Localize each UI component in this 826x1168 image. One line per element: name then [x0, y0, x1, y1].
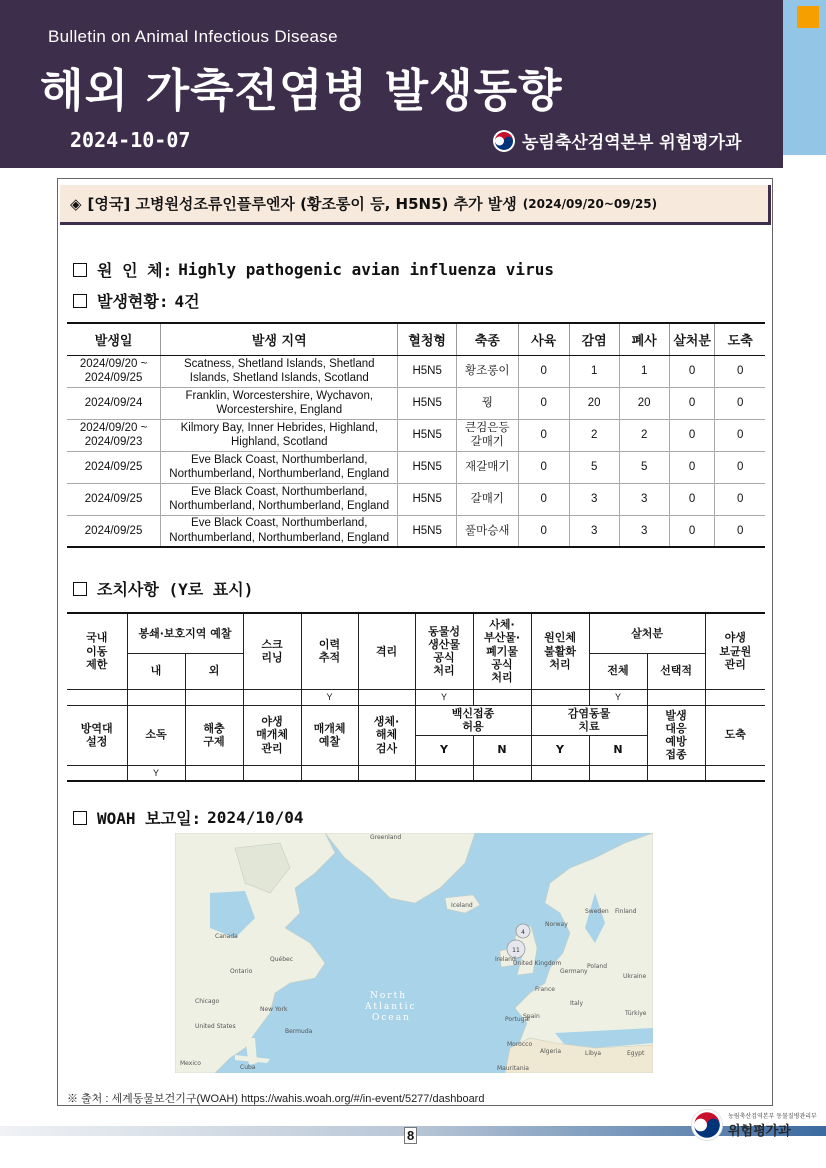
title-period: (2024/09/20~09/25): [522, 196, 658, 211]
map-label-norway: Norway: [545, 921, 568, 928]
cell-species: 꿩: [456, 387, 518, 419]
cell-area: Eve Black Coast, Northumberland, Northumberland, Northumberland, England: [161, 515, 398, 547]
measure-cell: [415, 765, 473, 781]
col-header: 축종: [456, 323, 518, 355]
pathogen-label: 원 인 체:: [97, 261, 173, 280]
footer-org-small: 농림축산검역본부 동물질병관리부: [728, 1113, 817, 1120]
map-label-sweden: Sweden: [585, 908, 609, 915]
cell-slaughtered: 0: [715, 387, 765, 419]
cell-culled: 0: [669, 419, 715, 451]
footer-org-big: 위험평가과: [728, 1124, 791, 1139]
map-label-uk: United Kingdom: [513, 960, 562, 967]
woah-line: [73, 806, 304, 829]
h-slaughter: 도축: [705, 705, 765, 765]
map-label-egypt: Egypt: [627, 1050, 645, 1057]
source-citation: ※ 출처 : 세계동물보건기구(WOAH) https://wahis.woah.org/#/in-event/5277/dashboard: [67, 1093, 485, 1105]
cell-slaughtered: 0: [715, 355, 765, 387]
footer-logo: [690, 1108, 817, 1142]
map-label-turkey: Türkiye: [625, 1010, 647, 1017]
header-org-name: 농림축산검역본부 위험평가과: [522, 133, 742, 153]
map-label-algeria: Algeria: [540, 1048, 562, 1055]
measure-cell: Y: [127, 765, 185, 781]
cell-reared: 0: [518, 419, 569, 451]
h-tracing: 이력 추적: [301, 613, 358, 689]
measures-table: [67, 612, 765, 782]
map-label-quebec: Québec: [270, 956, 294, 963]
cell-reared: 0: [518, 387, 569, 419]
checkbox-square-icon: [73, 263, 87, 277]
cell-date: 2024/09/20 ~ 2024/09/25: [67, 355, 161, 387]
measure-cell: [589, 765, 647, 781]
map-ocean-label-3: Ocean: [372, 1013, 411, 1023]
cell-species: 풀마승새: [456, 515, 518, 547]
h-cull: 살처분: [589, 613, 705, 653]
table-row: [67, 451, 765, 483]
map-label-portugal: Portugal: [505, 1016, 530, 1023]
title-marker: ◈: [70, 194, 82, 213]
h-live-dead-test: 생체· 해체 검사: [358, 705, 415, 765]
col-header: 감염: [569, 323, 619, 355]
table-row: [67, 515, 765, 547]
outbreak-table: [67, 322, 765, 548]
h-screening: 스크 리닝: [243, 613, 301, 689]
cell-dead: 3: [619, 515, 669, 547]
measure-cell: Y: [301, 689, 358, 705]
measure-cell: Y: [589, 689, 647, 705]
cell-area: Kilmory Bay, Inner Hebrides, Highland, Highland, Scotland: [161, 419, 398, 451]
measure-cell: [647, 765, 705, 781]
map-label-ontario: Ontario: [230, 968, 253, 975]
map-label-germany: Germany: [560, 968, 588, 975]
h-cull-all: 전체: [589, 653, 647, 689]
col-header: 도축: [715, 323, 765, 355]
cell-serotype: H5N5: [398, 419, 457, 451]
cell-serotype: H5N5: [398, 355, 457, 387]
cell-infected: 5: [569, 451, 619, 483]
cell-infected: 3: [569, 515, 619, 547]
cell-infected: 20: [569, 387, 619, 419]
outbreak-map[interactable]: [175, 833, 653, 1073]
h-treatment: 감염동물 치료: [531, 705, 647, 735]
measure-cell: Y: [415, 689, 473, 705]
table-row: [67, 355, 765, 387]
h-vacc-no: N: [473, 735, 531, 765]
h-vaccination: 백신접종 허용: [415, 705, 531, 735]
cell-culled: 0: [669, 355, 715, 387]
title-text: [영국] 고병원성조류인플루엔자 (황조롱이 등, H5N5) 추가 발생: [87, 195, 517, 213]
h-inactivation: 원인체 불활화 처리: [531, 613, 589, 689]
map-label-libya: Libya: [585, 1050, 602, 1057]
cell-culled: 0: [669, 387, 715, 419]
cluster-large-count: 11: [512, 947, 520, 954]
table-row: [67, 419, 765, 451]
checkbox-square-icon: [73, 811, 87, 825]
cell-area: Franklin, Worcestershire, Wychavon, Worcestershire, England: [161, 387, 398, 419]
cell-area: Eve Black Coast, Northumberland, Northumberland, Northumberland, England: [161, 483, 398, 515]
cell-slaughtered: 0: [715, 483, 765, 515]
measures-values-row-1: [67, 689, 765, 705]
page-title: 해외 가축전염병 발생동향: [40, 64, 563, 117]
h-cull-selective: 선택적: [647, 653, 705, 689]
cell-reared: 0: [518, 451, 569, 483]
cell-infected: 2: [569, 419, 619, 451]
col-header: 살처분: [669, 323, 715, 355]
measure-cell: [473, 765, 531, 781]
col-header: 발생일: [67, 323, 161, 355]
map-label-bermuda: Bermuda: [285, 1028, 313, 1035]
cell-date: 2024/09/20 ~ 2024/09/23: [67, 419, 161, 451]
col-header: 혈청형: [398, 323, 457, 355]
cell-date: 2024/09/25: [67, 515, 161, 547]
map-label-spain: Spain: [523, 1013, 540, 1020]
h-product-disposal: 동물성 생산물 공식 처리: [415, 613, 473, 689]
map-label-morocco: Morocco: [507, 1041, 533, 1048]
cell-infected: 3: [569, 483, 619, 515]
cell-dead: 2: [619, 419, 669, 451]
status-line: [73, 289, 200, 312]
map-label-mauritania: Mauritania: [497, 1065, 529, 1072]
col-header: 폐사: [619, 323, 669, 355]
checkbox-square-icon: [73, 294, 87, 308]
cell-dead: 1: [619, 355, 669, 387]
h-carcass-disposal: 사체· 부산물· 폐기물 공식 처리: [473, 613, 531, 689]
cell-date: 2024/09/25: [67, 483, 161, 515]
h-movement: 국내 이동 제한: [67, 613, 127, 689]
col-header: 사육: [518, 323, 569, 355]
map-label-ireland: Ireland: [495, 956, 516, 963]
map-label-finland: Finland: [615, 908, 637, 915]
table-row: [67, 387, 765, 419]
measure-cell: [67, 765, 127, 781]
outbreak-header-row: [67, 323, 765, 355]
cell-dead: 3: [619, 483, 669, 515]
measures-header-row-1a: [67, 613, 765, 653]
map-ocean-label-2: Atlantic: [365, 1002, 417, 1012]
cell-date: 2024/09/25: [67, 451, 161, 483]
h-pest-control: 해충 구제: [185, 705, 243, 765]
report-date: 2024-10-07: [70, 128, 191, 152]
pathogen-value: Highly pathogenic avian influenza virus: [178, 260, 554, 279]
measure-cell: [531, 765, 589, 781]
map-label-iceland: Iceland: [451, 902, 473, 909]
cell-reared: 0: [518, 515, 569, 547]
cell-infected: 1: [569, 355, 619, 387]
cell-species: 재갈매기: [456, 451, 518, 483]
cell-dead: 5: [619, 451, 669, 483]
map-label-ukraine: Ukraine: [623, 973, 647, 980]
taegeuk-logo-icon: [690, 1108, 724, 1142]
h-disinfection: 소독: [127, 705, 185, 765]
bulletin-subtitle: Bulletin on Animal Infectious Disease: [48, 27, 338, 46]
map-label-canada: Canada: [215, 933, 238, 940]
map-label-italy: Italy: [570, 1000, 584, 1007]
status-label: 발생현황:: [97, 292, 169, 311]
measure-cell: [301, 765, 358, 781]
h-quarantine: 격리: [358, 613, 415, 689]
measure-cell: [705, 765, 765, 781]
map-label-poland: Poland: [587, 963, 608, 970]
measure-cell: [473, 689, 531, 705]
measure-cell: [127, 689, 185, 705]
cell-serotype: H5N5: [398, 515, 457, 547]
h-treat-no: N: [589, 735, 647, 765]
article-title: [60, 185, 771, 225]
cell-serotype: H5N5: [398, 387, 457, 419]
measure-cell: [185, 689, 243, 705]
woah-date: 2024/10/04: [207, 808, 304, 827]
cell-area: Eve Black Coast, Northumberland, Northumberland, Northumberland, England: [161, 451, 398, 483]
h-wildlife-reservoir: 야생 보균원 관리: [705, 613, 765, 689]
status-value: 4건: [174, 292, 200, 311]
measure-cell: [358, 689, 415, 705]
measures-header-row-2a: [67, 705, 765, 735]
measure-cell: [647, 689, 705, 705]
measure-cell: [705, 689, 765, 705]
measure-cell: [531, 689, 589, 705]
h-vector-surveillance: 매개체 예찰: [301, 705, 358, 765]
page-number: 8: [404, 1127, 417, 1144]
h-prevention: 발생 대응 예방 접종: [647, 705, 705, 765]
h-zoning: 봉쇄·보호지역 예찰: [127, 613, 243, 653]
h-vacc-yes: Y: [415, 735, 473, 765]
side-accent-square: [797, 6, 819, 28]
measure-cell: [243, 689, 301, 705]
measure-cell: [358, 765, 415, 781]
map-label-france: France: [535, 986, 555, 993]
measures-values-row-2: [67, 765, 765, 781]
cell-culled: 0: [669, 451, 715, 483]
cell-serotype: H5N5: [398, 451, 457, 483]
header-org: [492, 128, 741, 153]
map-label-cuba: Cuba: [240, 1064, 256, 1071]
map-label-newyork: New York: [260, 1006, 288, 1013]
cell-species: 황조롱이: [456, 355, 518, 387]
cell-reared: 0: [518, 355, 569, 387]
measures-line: [73, 577, 253, 600]
cell-slaughtered: 0: [715, 515, 765, 547]
cell-date: 2024/09/24: [67, 387, 161, 419]
map-label-greenland: Greenland: [370, 834, 402, 841]
map-label-chicago: Chicago: [195, 998, 220, 1005]
cell-slaughtered: 0: [715, 419, 765, 451]
h-biosecurity: 방역대 설정: [67, 705, 127, 765]
measures-heading: 조치사항 (Y로 표시): [97, 580, 254, 599]
cell-slaughtered: 0: [715, 451, 765, 483]
h-treat-yes: Y: [531, 735, 589, 765]
h-wildlife-mgmt: 야생 매개체 관리: [243, 705, 301, 765]
col-header: 발생 지역: [161, 323, 398, 355]
pathogen-line: [73, 258, 554, 281]
cell-area: Scatness, Shetland Islands, Shetland Islands, Shetland Islands, Scotland: [161, 355, 398, 387]
cell-dead: 20: [619, 387, 669, 419]
cell-culled: 0: [669, 515, 715, 547]
cluster-small-count: 4: [521, 929, 525, 936]
cell-reared: 0: [518, 483, 569, 515]
table-row: [67, 483, 765, 515]
taegeuk-logo-icon: [492, 129, 516, 153]
cell-culled: 0: [669, 483, 715, 515]
measure-cell: [67, 689, 127, 705]
cell-serotype: H5N5: [398, 483, 457, 515]
h-zone-in: 내: [127, 653, 185, 689]
h-zone-out: 외: [185, 653, 243, 689]
cell-species: 큰검은등 갈매기: [456, 419, 518, 451]
report-header: [0, 0, 783, 168]
map-label-usa: United States: [195, 1023, 236, 1030]
checkbox-square-icon: [73, 582, 87, 596]
cell-species: 갈매기: [456, 483, 518, 515]
map-ocean-label-1: North: [370, 991, 408, 1001]
measure-cell: [185, 765, 243, 781]
measure-cell: [243, 765, 301, 781]
map-label-mexico: Mexico: [180, 1060, 201, 1067]
woah-label: WOAH 보고일:: [97, 809, 202, 828]
